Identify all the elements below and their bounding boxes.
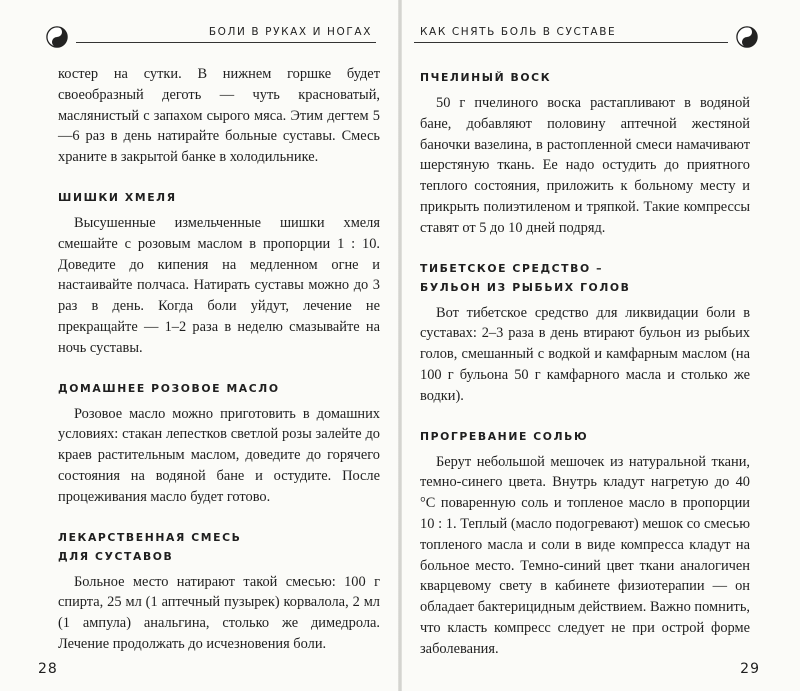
heading-line: ПЧЕЛИНЫЙ ВОСК <box>420 71 552 84</box>
section-heading-rose-oil <box>58 379 380 398</box>
section-heading-tibetan-remedy <box>420 259 750 297</box>
left-running-head-text: БОЛИ В РУКАХ И НОГАХ <box>208 26 372 38</box>
left-page-number: 28 <box>38 661 58 677</box>
section-text-hops: Высушенные измельченные шишки хмеля смешайте с розовым маслом в пропорции 1 : 10. Доведите до кипения на медленном огне и настаивайте полчаса. Натирать суставы можно до 3 раз в день. Когда боли уйдут, лечение не прекращайте — 1–2 раза в неделю смазывайте на ночь суставы. <box>58 214 380 356</box>
section-heading-medicinal-mix <box>58 528 380 566</box>
section-heading-beeswax <box>420 68 750 87</box>
heading-line-2: ДЛЯ СУСТАВОВ <box>58 549 174 563</box>
right-page <box>402 0 800 691</box>
left-running-header <box>46 22 376 50</box>
left-page <box>0 0 398 691</box>
section-text-medicinal-mix: Больное место натирают такой смесью: 100 г спирта, 25 мл (1 аптечный пузырек) корвалола, 2 мл (1 ампула) анальгина, столько же димедрола. Лечение продолжать до исчезновения боли. <box>58 573 380 652</box>
right-page-number: 29 <box>740 661 760 677</box>
section-text-beeswax: 50 г пчелиного воска растапливают в водяной бане, добавляют половину аптечной жестяной баночки вазелина, в растопленной смеси намачивают шерстяную ткань. Ее надо остудить до приятного теплого состояния, приложить к больному месту и прикрыть полиэтиленом и тряпкой. Такие компрессы ставят от 5 до 10 дней подряд. <box>420 95 750 236</box>
heading-line: ДОМАШНЕЕ РОЗОВОЕ МАСЛО <box>58 381 280 395</box>
section-heading-hops <box>58 188 380 207</box>
left-page-content <box>58 64 380 655</box>
heading-line: ЛЕКАРСТВЕННАЯ СМЕСЬ <box>58 530 242 544</box>
section-text-tibetan-remedy: Вот тибетское средство для ликвидации боли в суставах: 2–3 раза в день втирают бульон из рыбьих голов, смешанный с водкой и камфарным маслом (на 100 г бульона 50 г камфарного масла и столько же водки). <box>420 304 750 404</box>
heading-line: ПРОГРЕВАНИЕ СОЛЬЮ <box>420 429 589 443</box>
heading-line: ШИШКИ ХМЕЛЯ <box>58 190 177 204</box>
header-rule <box>76 42 376 43</box>
section-heading-salt-warming <box>420 427 750 446</box>
right-running-head-text: КАК СНЯТЬ БОЛЬ В СУСТАВЕ <box>420 26 617 38</box>
header-rule <box>414 42 728 43</box>
yin-yang-icon <box>736 26 758 48</box>
section-text-rose-oil: Розовое масло можно приготовить в домашних условиях: стакан лепестков светлой розы залейте до краев растительным маслом, доведите до горячего состояния на водяной бане и остудите. После процеживания масло будет готово. <box>58 405 380 505</box>
section-text-salt-warming: Берут небольшой мешочек из натуральной ткани, темно-синего цвета. Внутрь кладут нагретую до 40 °С поваренную соль и топленое масло в пропорции 10 : 1. Теплый (масло подогревают) мешок со смесью топленого масла и соли в виде компресса кладут на больное место. Темно-синий цвет ткани аналогичен кварцевому свету в кабинете физиотерапии — он обладает бактерицидным действием. Важно помнить, что класть компресс следует не при острой форме заболевания. <box>420 453 750 657</box>
yin-yang-icon <box>46 26 68 48</box>
heading-line-2: БУЛЬОН ИЗ РЫБЬИХ ГОЛОВ <box>420 280 631 294</box>
right-running-header <box>414 22 758 50</box>
heading-line: ТИБЕТСКОЕ СРЕДСТВО – <box>420 261 604 275</box>
right-page-content <box>420 64 750 660</box>
intro-paragraph: костер на сутки. В нижнем горшке будет своеобразный деготь — чуть красноватый, маслянистый с запахом сырого мяса. Этим дегтем 5—6 раз в день натирайте больные суставы. Смесь храните в закрытой банке в холодильнике. <box>58 66 380 166</box>
